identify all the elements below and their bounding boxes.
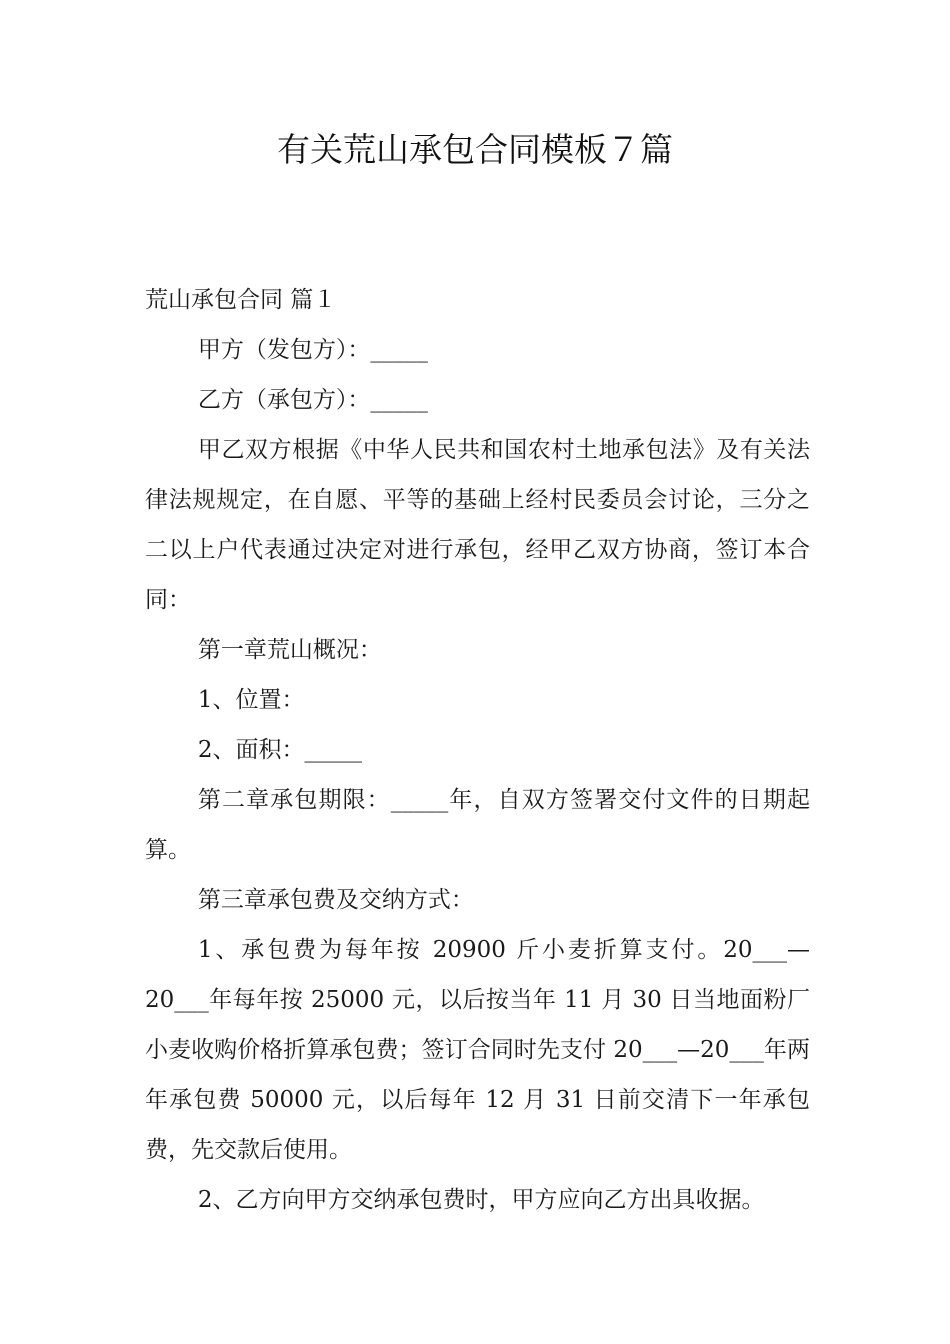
party-b-line: 乙方（承包方）：_____	[197, 387, 428, 413]
chapter-2-paragraph: 第二章承包期限：_____年，自双方签署交付文件的日期起算。	[145, 787, 810, 863]
section-heading: 荒山承包合同 篇１	[145, 287, 337, 313]
location-item: 1、位置：	[197, 687, 305, 713]
party-a-line: 甲方（发包方）：_____	[197, 337, 428, 363]
fee-item-2: 2、乙方向甲方交纳承包费时，甲方应向乙方出具收据。	[197, 1187, 765, 1213]
area-item: 2、面积：_____	[197, 737, 363, 763]
preamble-paragraph: 甲乙双方根据《中华人民共和国农村土地承包法》及有关法律法规规定，在自愿、平等的基础上经村民委员会讨论，三分之二以上户代表通过决定对进行承包，经甲乙双方协商，签订本合同：	[145, 437, 810, 613]
document-body	[145, 275, 810, 1225]
chapter-3-heading: 第三章承包费及交纳方式：	[197, 887, 474, 913]
fee-item-1: 1、承包费为每年按 20900 斤小麦折算支付。20___—20___年每年按 25000 元，以后按当年 11 月 30 日当地面粉厂小麦收购价格折算承包费；签订合同时先支付 20___—20___年两年承包费 50000 元，以后每年 12 月 31 日前交清下一年承包费，先交款后使用。	[145, 937, 810, 1163]
chapter-1-heading: 第一章荒山概况：	[197, 637, 382, 663]
document-title: 有关荒山承包合同模板７篇	[277, 130, 673, 169]
